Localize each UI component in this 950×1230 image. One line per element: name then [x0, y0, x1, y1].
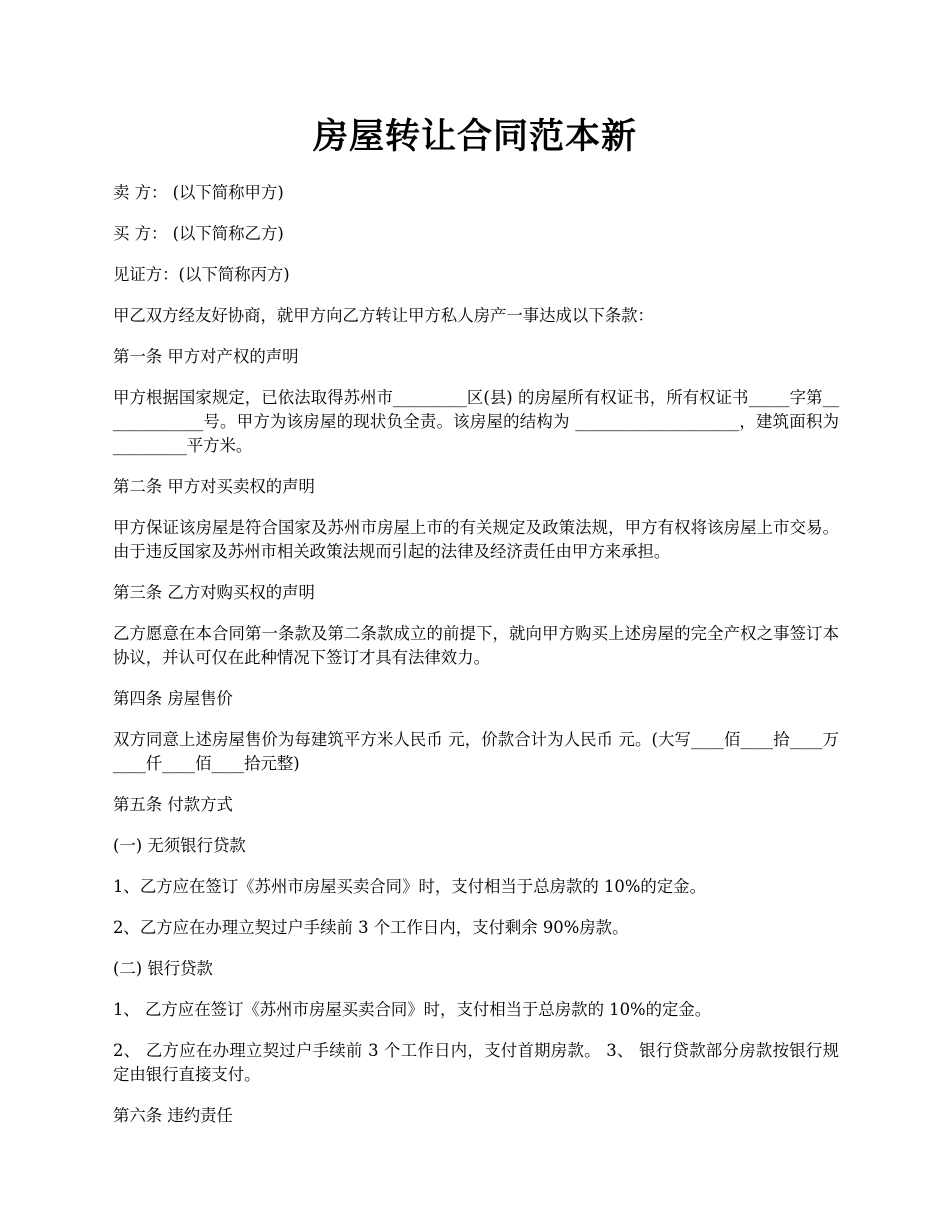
witness-line: 见证方：(以下简称丙方) — [113, 265, 290, 284]
article-4-paragraph: 双方同意上述房屋售价为每建筑平方米人民币 元，价款合计为人民币 元。(大写____佰____拾____万____仟____佰____拾元整) — [113, 730, 839, 773]
article-3-heading: 第三条 乙方对购买权的声明 — [113, 583, 315, 602]
document-title: 房屋转让合同范本新 — [312, 116, 637, 157]
article-4-heading: 第四条 房屋售价 — [113, 689, 233, 708]
payment-option-1-heading: (一) 无须银行贷款 — [113, 836, 246, 855]
payment-option-2-heading: (二) 银行贷款 — [113, 959, 213, 978]
document-body — [113, 181, 839, 1145]
article-2-paragraph: 甲方保证该房屋是符合国家及苏州市房屋上市的有关规定及政策法规，甲方有权将该房屋上市交易。由于违反国家及苏州市相关政策法规而引起的法律及经济责任由甲方来承担。 — [113, 518, 839, 561]
article-6-heading: 第六条 违约责任 — [113, 1106, 233, 1125]
article-3-paragraph: 乙方愿意在本合同第一条款及第二条款成立的前提下，就向甲方购买上述房屋的完全产权之事签订本协议，并认可仅在此种情况下签订才具有法律效力。 — [113, 624, 839, 667]
article-5-heading: 第五条 付款方式 — [113, 795, 233, 814]
article-1-heading: 第一条 甲方对产权的声明 — [113, 347, 299, 366]
payment-option-2-item-1: 1、 乙方应在签订《苏州市房屋买卖合同》时，支付相当于总房款的 10%的定金。 — [113, 1000, 712, 1019]
buyer-line: 买 方： (以下简称乙方) — [113, 224, 284, 243]
preamble-paragraph: 甲乙双方经友好协商，就甲方向乙方转让甲方私人房产一事达成以下条款： — [113, 306, 654, 325]
payment-option-1-item-2: 2、乙方应在办理立契过户手续前 3 个工作日内，支付剩余 90%房款。 — [113, 918, 629, 937]
payment-option-2-item-2: 2、 乙方应在办理立契过户手续前 3 个工作日内，支付首期房款。 3、 银行贷款部分房款按银行规定由银行直接支付。 — [113, 1041, 839, 1084]
article-1-paragraph: 甲方根据国家规定，已依法取得苏州市_________区(县) 的房屋所有权证书，所有权证书_____字第_____________号。甲方为该房屋的现状负全责。该房屋的结构为 ____________________，建筑面积为_________平方米。 — [113, 388, 839, 455]
seller-line: 卖 方： (以下简称甲方) — [113, 183, 284, 202]
article-2-heading: 第二条 甲方对买卖权的声明 — [113, 477, 315, 496]
payment-option-1-item-1: 1、乙方应在签订《苏州市房屋买卖合同》时，支付相当于总房款的 10%的定金。 — [113, 877, 706, 896]
